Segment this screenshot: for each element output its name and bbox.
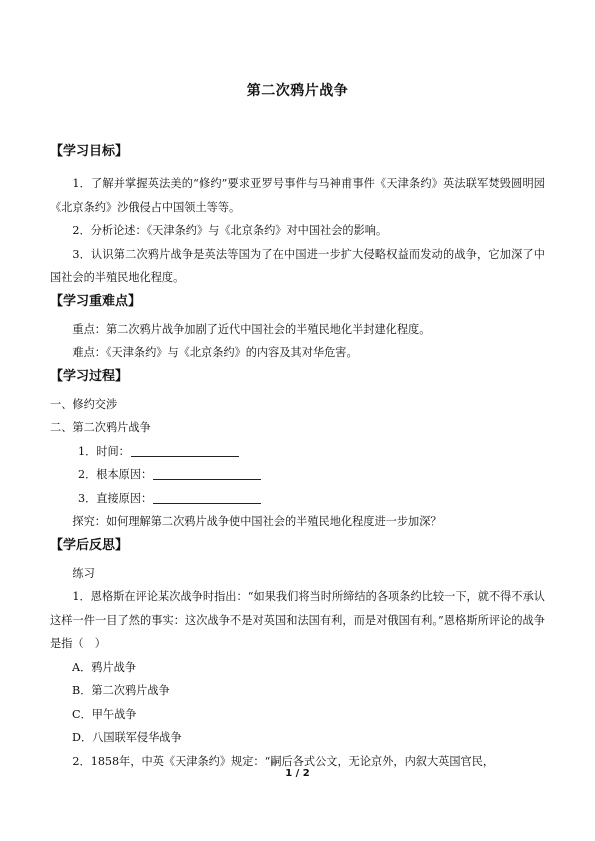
answer-blank-direct-cause[interactable] [153, 491, 261, 504]
exercise-question-1: 1．恩格斯在评论某次战争时指出：“如果我们将当时所缔结的各项条约比较一下，就不得不承认这样一件一目了然的事实：这次战争不是对英国和法国有利，而是对俄国有利。”恩格斯所评论的战争是指（ ） [50, 590, 545, 650]
answer-blank-root-cause[interactable] [153, 467, 261, 480]
page-number: 1 / 2 [285, 768, 310, 779]
process-part-1: 一、修约交涉 [50, 397, 118, 411]
option-a: A．鸦片战争 [72, 660, 137, 674]
inquiry-question: 探究：如何理解第二次鸦片战争使中国社会的半殖民地化程度进一步加深？ [72, 515, 442, 528]
page-title: 第二次鸦片战争 [246, 83, 349, 99]
difficulty-point: 难点：《天津条约》与《北京条约》的内容及其对华危害。 [72, 346, 358, 359]
key-points-heading: 【学习重难点】 [50, 293, 142, 309]
question-direct-cause [50, 487, 545, 511]
exercise-label: 练习 [72, 566, 95, 580]
goal-item-2: 2．分析论述：《天津条约》与《北京条约》对中国社会的影响。 [72, 224, 388, 237]
reflection-heading: 【学后反思】 [50, 537, 129, 553]
goal-item-3: 3．认识第二次鸦片战争是英法等国为了在中国进一步扩大侵略权益而发动的战争，它加深了中国社会的半殖民地化程度。 [50, 247, 545, 284]
option-d: D．八国联军侵华战争 [72, 731, 182, 744]
goal-item-1: 1．了解并掌握英法美的“修约”要求亚罗号事件与马神甫事件《天津条约》英法联军焚毁圆明园《北京条约》沙俄侵占中国领土等等。 [50, 177, 545, 214]
document-content [50, 140, 545, 773]
answer-blank-time[interactable] [131, 444, 239, 457]
process-part-2: 二、第二次鸦片战争 [50, 421, 151, 434]
question-direct-cause-label: 3．直接原因： [78, 491, 153, 505]
question-root-cause-label: 2．根本原因： [78, 468, 153, 481]
goals-heading: 【学习目标】 [50, 144, 129, 159]
process-heading: 【学习过程】 [50, 368, 129, 384]
question-time-label: 1．时间： [78, 444, 130, 458]
option-c: C．甲午战争 [72, 707, 137, 721]
question-time [50, 440, 545, 464]
exercise-question-2: 2．1858年，中英《天津条约》规定：“嗣后各式公文，无论京外，内叙大英国官民， [72, 754, 495, 768]
question-root-cause [50, 463, 545, 487]
option-b: B．第二次鸦片战争 [72, 684, 170, 697]
focus-point: 重点：第二次鸦片战争加剧了近代中国社会的半殖民地化半封建化程度。 [72, 322, 431, 336]
